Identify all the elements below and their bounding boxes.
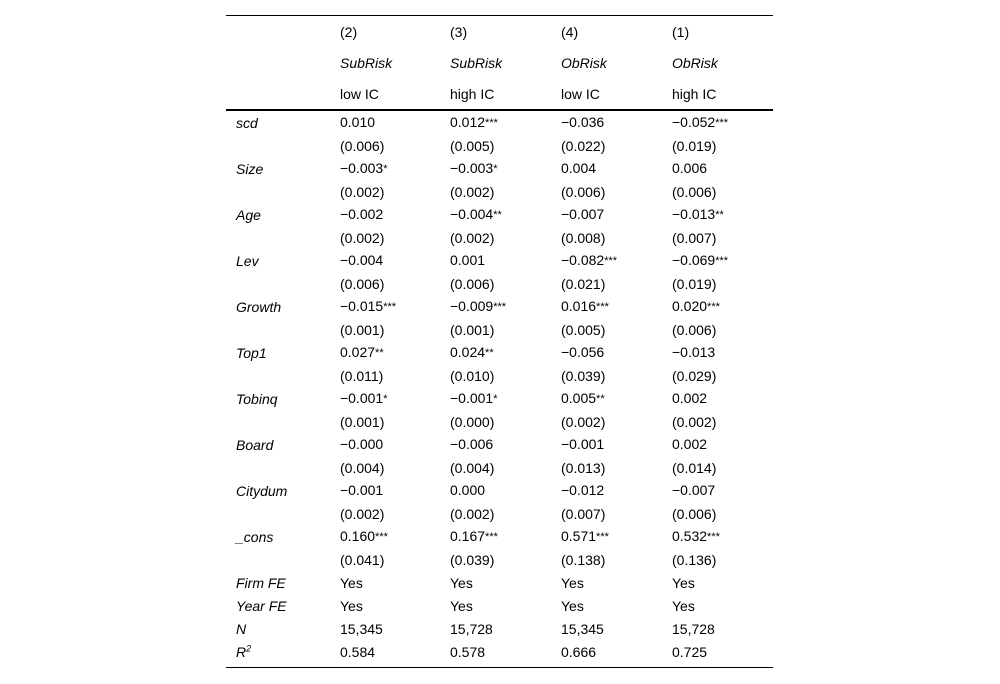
- col-number: (3): [450, 23, 468, 40]
- standard-error: (0.019): [672, 137, 717, 154]
- coef-value: −0.056: [561, 343, 605, 360]
- footer-value: Yes: [450, 597, 473, 614]
- coef-cell: [450, 160, 498, 178]
- coef-value: 0.167: [450, 527, 486, 544]
- standard-error: (0.011): [340, 367, 384, 384]
- standard-error: (0.002): [450, 229, 495, 246]
- se-row: [226, 134, 773, 157]
- se-row: [226, 364, 773, 387]
- coef-cell: [672, 344, 715, 362]
- standard-error: (0.002): [340, 229, 385, 246]
- coef-value: −0.001: [340, 481, 384, 498]
- coef-value: −0.015: [340, 297, 384, 314]
- coef-cell: [672, 252, 728, 270]
- coef-cell: [340, 390, 388, 408]
- r2-value: 0.725: [672, 643, 708, 660]
- r-squared-row: [226, 640, 773, 663]
- significance-stars: **: [493, 208, 502, 221]
- footer-value: Yes: [340, 597, 363, 614]
- coef-value: 0.532: [672, 527, 708, 544]
- coef-row: [226, 341, 773, 364]
- coef-cell: [340, 160, 388, 178]
- coef-value: −0.003: [450, 159, 494, 176]
- coef-row: [226, 387, 773, 410]
- significance-stars: ***: [485, 530, 498, 543]
- coef-cell: [340, 436, 383, 454]
- coef-cell: [561, 206, 604, 224]
- footer-row: [226, 594, 773, 617]
- coef-value: −0.013: [672, 343, 716, 360]
- coef-cell: [450, 482, 485, 500]
- standard-error: (0.006): [340, 137, 385, 154]
- footer-value: 15,345: [561, 620, 604, 637]
- footer-value: Yes: [340, 574, 363, 591]
- coef-value: −0.001: [561, 435, 605, 452]
- significance-stars: ***: [596, 300, 609, 313]
- coef-value: 0.002: [672, 389, 708, 406]
- coef-value: 0.004: [561, 159, 597, 176]
- significance-stars: *: [493, 392, 498, 405]
- standard-error: (0.001): [340, 321, 385, 338]
- standard-error: (0.007): [672, 229, 717, 246]
- significance-stars: **: [715, 208, 724, 221]
- row-label: $R^2$: [236, 642, 252, 660]
- standard-error: (0.000): [450, 413, 495, 430]
- coef-cell: [450, 252, 485, 270]
- coef-value: −0.001: [340, 389, 384, 406]
- row-label: Citydum: [236, 482, 288, 499]
- row-label: Size: [236, 160, 264, 177]
- footer-value: 15,728: [450, 620, 493, 637]
- coef-value: −0.007: [672, 481, 716, 498]
- coef-cell: [561, 114, 604, 132]
- coef-value: −0.001: [450, 389, 494, 406]
- coef-cell: [672, 160, 707, 178]
- coef-value: −0.013: [672, 205, 716, 222]
- col-dependent: SubRisk: [340, 54, 393, 71]
- standard-error: (0.136): [672, 551, 717, 568]
- coef-value: −0.004: [450, 205, 494, 222]
- header-row-numbers: [226, 16, 773, 47]
- coef-cell: [340, 298, 396, 316]
- coef-value: 0.012: [450, 113, 486, 130]
- significance-stars: ***: [707, 300, 720, 313]
- col-number: (4): [561, 23, 579, 40]
- standard-error: (0.007): [561, 505, 606, 522]
- footer-value: Yes: [672, 597, 695, 614]
- r2-value: 0.578: [450, 643, 486, 660]
- r2-value: 0.584: [340, 643, 376, 660]
- coef-row: [226, 111, 773, 134]
- col-dependent: SubRisk: [450, 54, 503, 71]
- coef-value: 0.000: [450, 481, 486, 498]
- standard-error: (0.006): [672, 505, 717, 522]
- significance-stars: **: [596, 392, 605, 405]
- coef-cell: [450, 298, 506, 316]
- footer-row: [226, 617, 773, 640]
- coef-cell: [340, 528, 388, 546]
- coef-value: −0.036: [561, 113, 605, 130]
- standard-error: (0.001): [340, 413, 385, 430]
- bottom-rule: [226, 667, 773, 668]
- significance-stars: *: [383, 392, 388, 405]
- row-label: N: [236, 620, 247, 637]
- standard-error: (0.002): [340, 183, 385, 200]
- coef-cell: [561, 436, 604, 454]
- se-row: [226, 456, 773, 479]
- coef-value: −0.052: [672, 113, 716, 130]
- row-label: Growth: [236, 298, 282, 315]
- significance-stars: *: [383, 162, 388, 175]
- coef-cell: [340, 206, 383, 224]
- significance-stars: ***: [493, 300, 507, 313]
- standard-error: (0.039): [561, 367, 606, 384]
- col-group: high IC: [672, 85, 717, 102]
- footer-rows: [226, 571, 773, 640]
- standard-error: (0.004): [450, 459, 495, 476]
- coef-value: 0.571: [561, 527, 597, 544]
- standard-error: (0.019): [672, 275, 717, 292]
- coef-cell: [672, 482, 715, 500]
- coef-cell: [340, 252, 383, 270]
- coef-row: [226, 295, 773, 318]
- col-dependent: ObRisk: [561, 54, 607, 71]
- standard-error: (0.002): [561, 413, 606, 430]
- coef-row: [226, 249, 773, 272]
- coef-cell: [450, 390, 498, 408]
- standard-error: (0.022): [561, 137, 606, 154]
- significance-stars: ***: [715, 254, 729, 267]
- coef-value: −0.009: [450, 297, 494, 314]
- coef-row: [226, 203, 773, 226]
- significance-stars: ***: [604, 254, 618, 267]
- row-label: Year FE: [236, 597, 287, 614]
- significance-stars: **: [375, 346, 384, 359]
- se-row: [226, 548, 773, 571]
- footer-row: [226, 571, 773, 594]
- row-label: Tobinq: [236, 390, 278, 407]
- coef-value: −0.000: [340, 435, 384, 452]
- coef-value: 0.160: [340, 527, 376, 544]
- standard-error: (0.002): [450, 505, 495, 522]
- standard-error: (0.006): [340, 275, 385, 292]
- coef-cell: [450, 206, 502, 224]
- coef-value: −0.004: [340, 251, 384, 268]
- significance-stars: ***: [596, 530, 609, 543]
- coef-cell: [450, 344, 494, 362]
- standard-error: (0.006): [672, 183, 717, 200]
- coef-value: 0.001: [450, 251, 486, 268]
- standard-error: (0.013): [561, 459, 606, 476]
- coef-cell: [450, 528, 498, 546]
- coef-value: 0.024: [450, 343, 486, 360]
- regression-table: [226, 15, 773, 668]
- significance-stars: ***: [707, 530, 720, 543]
- standard-error: (0.006): [672, 321, 717, 338]
- row-label: Board: [236, 436, 274, 453]
- coef-row: [226, 479, 773, 502]
- coef-row: [226, 157, 773, 180]
- col-dependent: ObRisk: [672, 54, 718, 71]
- coef-cell: [561, 390, 605, 408]
- coef-cell: [340, 344, 384, 362]
- footer-value: Yes: [561, 597, 584, 614]
- footer-value: Yes: [672, 574, 695, 591]
- standard-error: (0.010): [450, 367, 495, 384]
- row-label: _cons: [236, 528, 274, 545]
- se-row: [226, 502, 773, 525]
- coef-cell: [340, 482, 383, 500]
- row-label: Top1: [236, 344, 267, 361]
- coef-value: 0.002: [672, 435, 708, 452]
- row-label: Lev: [236, 252, 259, 269]
- coef-value: 0.020: [672, 297, 708, 314]
- coef-value: −0.007: [561, 205, 605, 222]
- standard-error: (0.001): [450, 321, 495, 338]
- standard-error: (0.002): [450, 183, 495, 200]
- coef-value: 0.010: [340, 113, 376, 130]
- col-number: (1): [672, 23, 690, 40]
- coef-value: −0.003: [340, 159, 384, 176]
- coef-row: [226, 433, 773, 456]
- coef-cell: [450, 436, 493, 454]
- coef-cell: [561, 482, 604, 500]
- col-group: low IC: [340, 85, 379, 102]
- coef-value: −0.006: [450, 435, 494, 452]
- header-row-group: [226, 78, 773, 109]
- standard-error: (0.041): [340, 551, 385, 568]
- footer-value: 15,728: [672, 620, 715, 637]
- se-row: [226, 226, 773, 249]
- coef-value: −0.002: [340, 205, 384, 222]
- standard-error: (0.006): [561, 183, 606, 200]
- significance-stars: *: [493, 162, 498, 175]
- footer-value: Yes: [450, 574, 473, 591]
- standard-error: (0.021): [561, 275, 606, 292]
- coef-value: 0.006: [672, 159, 708, 176]
- coef-cell: [561, 252, 617, 270]
- standard-error: (0.005): [450, 137, 495, 154]
- coef-value: −0.012: [561, 481, 605, 498]
- coef-value: −0.069: [672, 251, 716, 268]
- coef-cell: [672, 206, 724, 224]
- standard-error: (0.008): [561, 229, 606, 246]
- coef-cell: [672, 436, 707, 454]
- r2-value: 0.666: [561, 643, 597, 660]
- standard-error: (0.029): [672, 367, 717, 384]
- coef-value: 0.005: [561, 389, 597, 406]
- standard-error: (0.014): [672, 459, 717, 476]
- coef-cell: [672, 528, 720, 546]
- significance-stars: **: [485, 346, 494, 359]
- significance-stars: ***: [715, 116, 729, 129]
- col-group: low IC: [561, 85, 600, 102]
- significance-stars: ***: [375, 530, 388, 543]
- coef-cell: [561, 298, 609, 316]
- col-number: (2): [340, 23, 358, 40]
- standard-error: (0.138): [561, 551, 606, 568]
- coefficient-rows: [226, 111, 773, 571]
- significance-stars: ***: [383, 300, 397, 313]
- se-row: [226, 272, 773, 295]
- standard-error: (0.004): [340, 459, 385, 476]
- se-row: [226, 180, 773, 203]
- significance-stars: ***: [485, 116, 498, 129]
- se-row: [226, 318, 773, 341]
- row-label: Firm FE: [236, 574, 286, 591]
- standard-error: (0.005): [561, 321, 606, 338]
- row-label: scd: [236, 114, 258, 131]
- standard-error: (0.039): [450, 551, 495, 568]
- coef-value: 0.027: [340, 343, 376, 360]
- coef-cell: [672, 390, 707, 408]
- se-row: [226, 410, 773, 433]
- coef-value: −0.082: [561, 251, 605, 268]
- coef-cell: [561, 160, 596, 178]
- coef-value: 0.016: [561, 297, 597, 314]
- standard-error: (0.002): [340, 505, 385, 522]
- col-group: high IC: [450, 85, 495, 102]
- header-row-dependent: [226, 47, 773, 78]
- row-label: Age: [236, 206, 261, 223]
- coef-cell: [561, 344, 604, 362]
- coef-cell: [561, 528, 609, 546]
- footer-value: Yes: [561, 574, 584, 591]
- standard-error: (0.006): [450, 275, 495, 292]
- coef-cell: [340, 114, 375, 132]
- footer-value: 15,345: [340, 620, 383, 637]
- coef-cell: [672, 114, 728, 132]
- standard-error: (0.002): [672, 413, 717, 430]
- coef-cell: [450, 114, 498, 132]
- coef-row: [226, 525, 773, 548]
- coef-cell: [672, 298, 720, 316]
